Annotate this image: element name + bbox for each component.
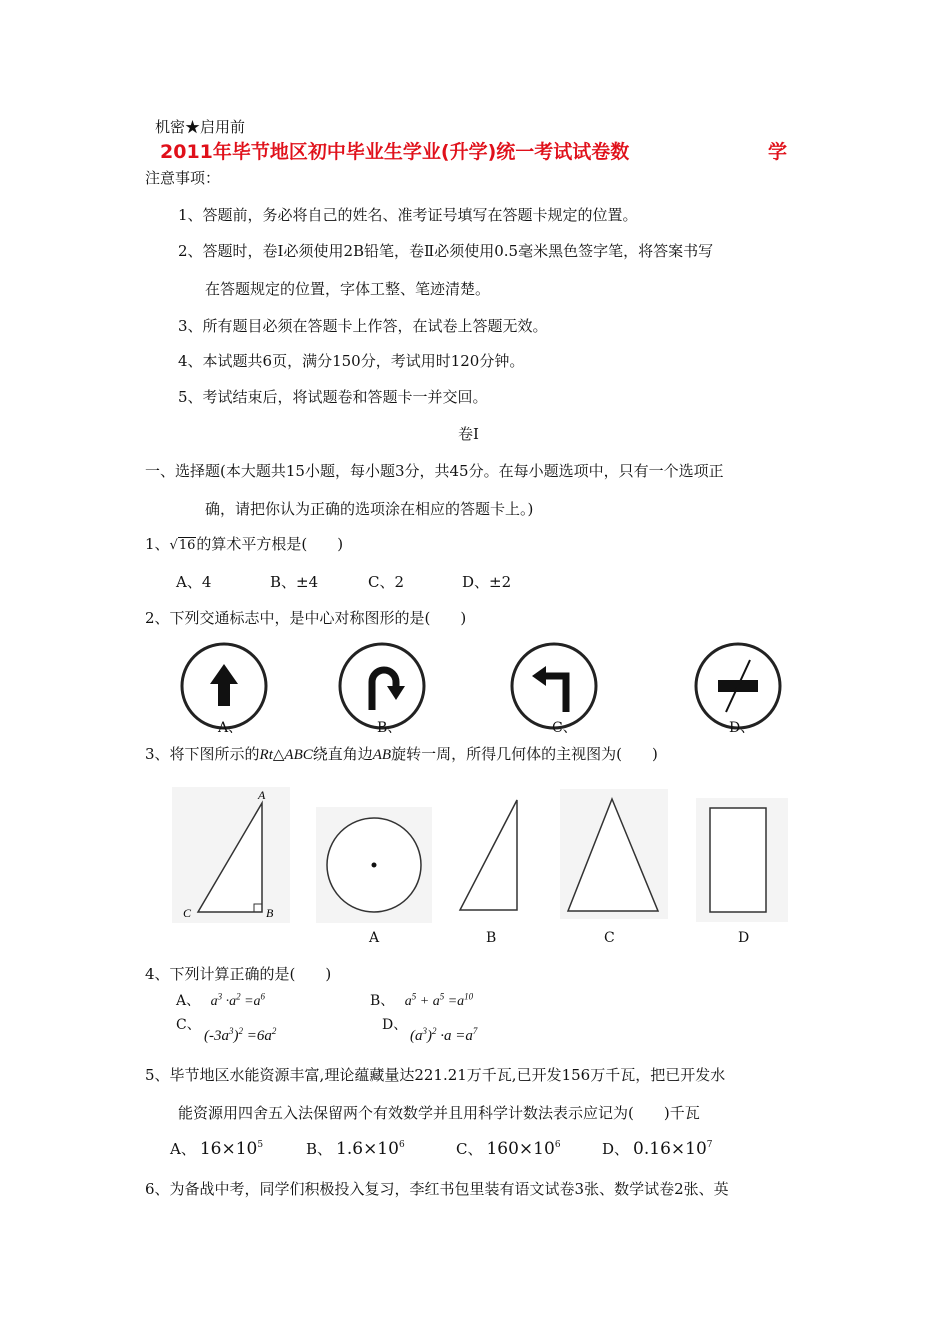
volume-label: 卷Ⅰ: [458, 425, 479, 443]
notice-item-5: 5、考试结束后，将试题卷和答题卡一并交回。: [178, 388, 488, 406]
q5-option-c-label: C、: [456, 1140, 483, 1158]
right-triangle-figure: [172, 787, 290, 923]
q5-option-b-value: 1.6×10: [336, 1139, 399, 1159]
q4-option-b-label: B、: [370, 993, 395, 1009]
q3-triangle-name: Rt△ABC: [259, 747, 313, 763]
q3-label-c: C: [604, 930, 615, 946]
q3-text-1: 3、将下图所示的: [145, 745, 260, 763]
q2-label-b: B、: [377, 720, 402, 736]
q5-option-d: [602, 1138, 713, 1159]
notice-item-2: 2、答题时，卷Ⅰ必须使用2B铅笔，卷Ⅱ必须使用0.5毫米黑色签字笔，将答案书写: [178, 242, 714, 260]
notice-heading: 注意事项：: [145, 169, 221, 187]
q4-option-a-label: A、: [176, 993, 201, 1009]
option-right-triangle-figure: [455, 795, 525, 915]
q3-label-b: B: [486, 930, 497, 946]
section-intro-2: 确，请把你认为正确的选项涂在相应的答题卡上。): [205, 500, 534, 518]
q5-option-a: [170, 1138, 263, 1159]
exam-title-tail: 学: [768, 141, 788, 163]
q5-option-b: [306, 1138, 405, 1159]
q4-option-c-expr: $(-3a^3)^2 =6a^2$: [204, 1026, 277, 1044]
q1-radicand: 16: [178, 538, 196, 553]
option-circle-figure: [316, 807, 432, 923]
q4-stem: 4、下列计算正确的是( ): [145, 965, 332, 983]
q3-label-d: D: [738, 930, 750, 946]
q3-stem: [145, 743, 658, 764]
q5-line-1: 5、毕节地区水能资源丰富,理论蕴藏量达221.21万千瓦,已开发156万千瓦，把已开发水: [145, 1066, 726, 1084]
q1-stem: 1、√16的算术平方根是( ): [145, 535, 344, 553]
q5-option-c: [456, 1138, 561, 1159]
q4-option-b: B、 $a^5 + a^5 =a^{10}$: [370, 991, 474, 1009]
notice-item-1: 1、答题前，务必将自己的姓名、准考证号填写在答题卡规定的位置。: [178, 206, 638, 224]
q1-option-d: D、±2: [462, 573, 512, 591]
vertex-b: B: [266, 906, 274, 920]
q5-option-a-label: A、: [170, 1140, 196, 1158]
notice-item-4: 4、本试题共6页，满分150分，考试用时120分钟。: [178, 352, 525, 370]
q5-option-d-exp: 7: [706, 1140, 713, 1150]
q5-option-d-label: D、: [602, 1140, 630, 1158]
q5-option-a-exp: 5: [257, 1140, 264, 1150]
q6-line-1: 6、为备战中考，同学们积极投入复习，李红书包里装有语文试卷3张、数学试卷2张、英: [145, 1180, 729, 1198]
q5-option-b-exp: 6: [398, 1140, 405, 1150]
notice-item-2-cont: 在答题规定的位置，字体工整、笔迹清楚。: [205, 280, 491, 298]
q5-line-2: 能资源用四舍五入法保留两个有效数学并且用科学计数法表示应记为( )千瓦: [178, 1104, 700, 1122]
q4-option-c-label: C、: [176, 1017, 201, 1033]
q5-option-c-value: 160×10: [486, 1139, 555, 1159]
q5-option-a-value: 16×10: [199, 1139, 258, 1159]
section-intro-1: 一、选择题(本大题共15小题，每小题3分，共45分。在每小题选项中，只有一个选项正: [145, 462, 724, 480]
option-isosceles-triangle-figure: [560, 789, 668, 919]
q3-edge-ab: AB: [372, 747, 392, 763]
q1-option-a: A、4: [176, 573, 212, 591]
q1-option-b: B、±4: [270, 573, 319, 591]
vertex-a: A: [258, 788, 266, 802]
q2-label-c: C、: [552, 720, 577, 736]
q3-text-2: 绕直角边: [312, 745, 373, 763]
q1-prefix: 1、: [145, 535, 170, 553]
secret-label: 机密★启用前: [155, 118, 246, 136]
notice-item-3: 3、所有题目必须在答题卡上作答，在试卷上答题无效。: [178, 317, 548, 335]
q4-option-d-label: D、: [382, 1017, 408, 1033]
q5-option-d-value: 0.16×10: [633, 1139, 707, 1159]
q5-option-b-label: B、: [306, 1140, 333, 1158]
exam-title: 2011年毕节地区初中毕业生学业(升学)统一考试试卷数: [160, 141, 630, 163]
q1-text: 的算术平方根是( ): [196, 535, 344, 553]
q2-label-a: A、: [218, 720, 243, 736]
q3-label-a: A: [369, 930, 380, 946]
vertex-c: C: [183, 906, 192, 920]
q2-stem: 2、下列交通标志中，是中心对称图形的是( ): [145, 609, 467, 627]
q4-option-a: A、 $a^3 \cdot a^2 =a^6$: [176, 991, 266, 1009]
q4-option-d-expr: $(a^3)^2 \cdot a =a^7$: [410, 1026, 478, 1044]
q5-option-c-exp: 6: [554, 1140, 561, 1150]
q3-text-3: 旋转一周，所得几何体的主视图为( ): [391, 745, 658, 763]
q2-label-d: D、: [729, 720, 755, 736]
option-rectangle-figure: [696, 798, 788, 922]
q1-option-c: C、2: [368, 573, 405, 591]
